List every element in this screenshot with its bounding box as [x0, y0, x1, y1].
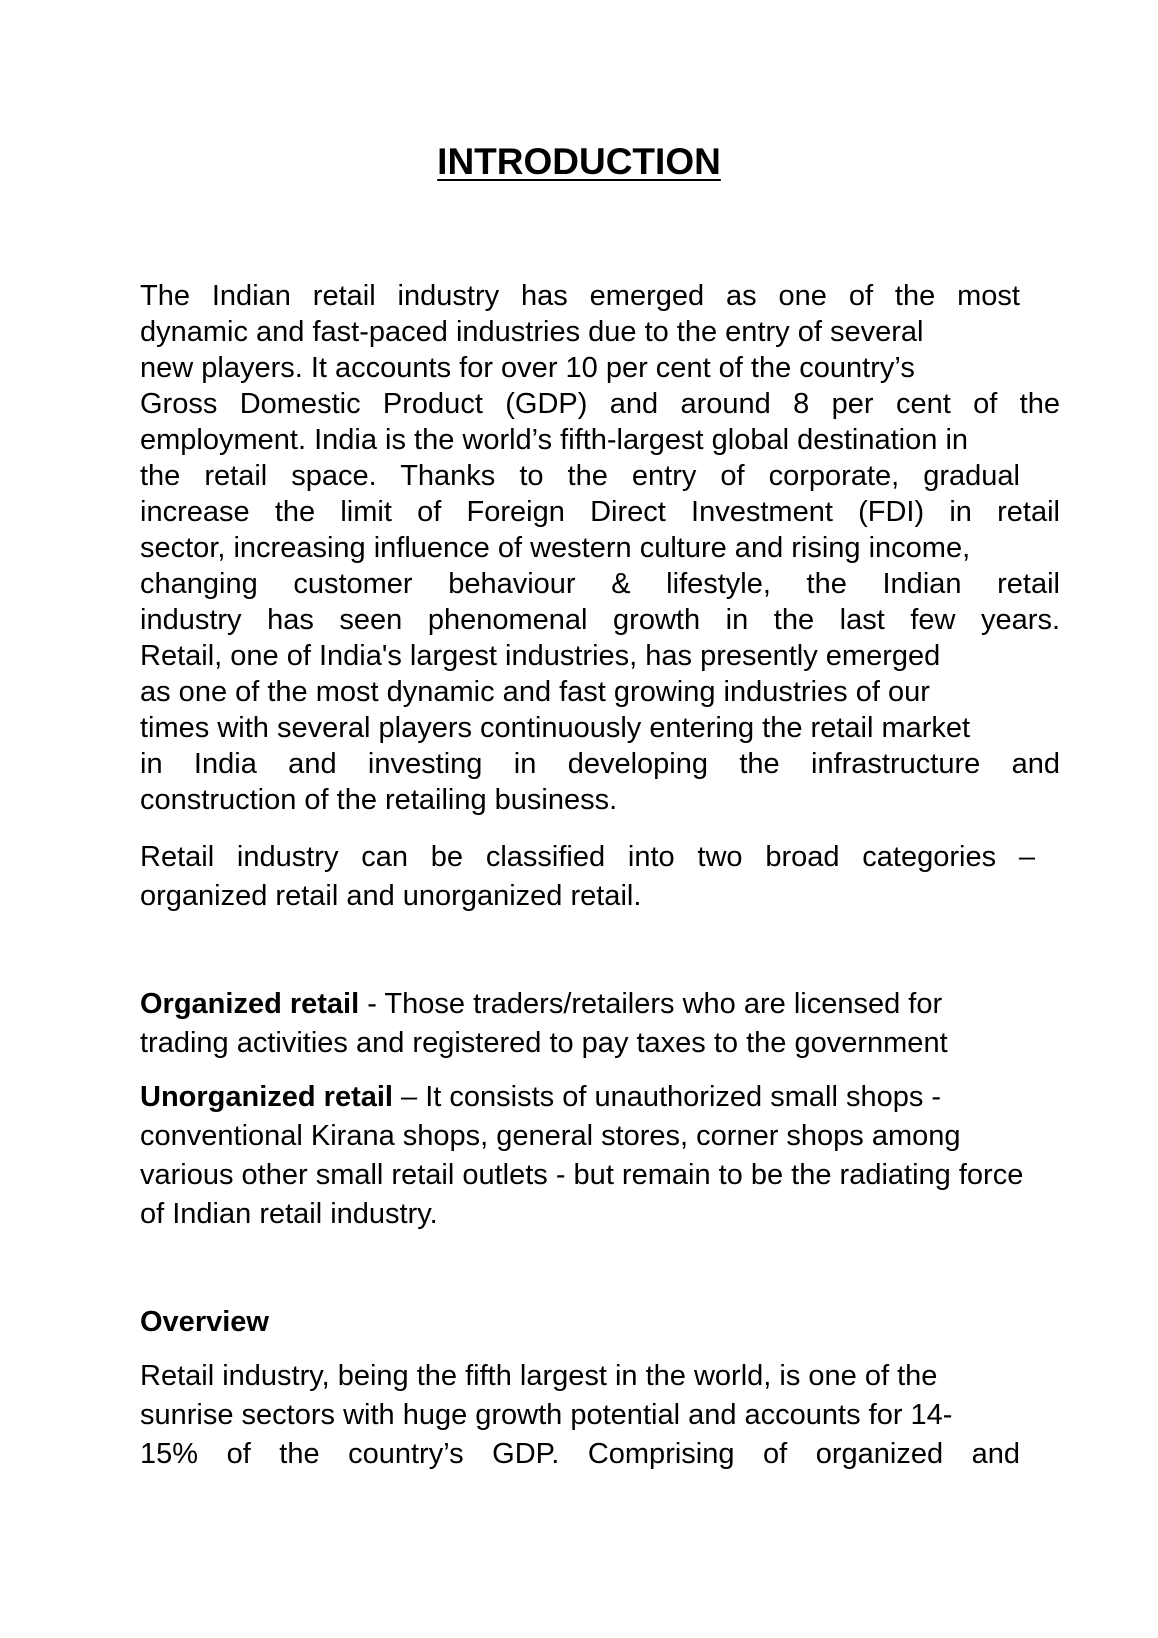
unorganized-retail-term: Unorganized retail: [140, 1081, 393, 1113]
intro-line: industry has seen phenomenal growth in the last few years.: [140, 604, 1060, 636]
organized-retail-text: - Those traders/retailers who are licensed for trading activities and registered to pay taxes to the government: [140, 988, 948, 1059]
classification-paragraph: [140, 838, 1035, 916]
classification-line: organized retail and unorganized retail.: [140, 880, 642, 912]
intro-line: dynamic and fast-paced industries due to the entry of several: [140, 316, 924, 348]
overview-heading: Overview: [140, 1306, 269, 1338]
overview-line: sunrise sectors with huge growth potential and accounts for 14-: [140, 1399, 953, 1431]
intro-line: the retail space. Thanks to the entry of corporate, gradual: [140, 460, 1020, 492]
intro-line: employment. India is the world’s fifth-largest global destination in: [140, 424, 969, 456]
intro-line: in India and investing in developing the infrastructure and: [140, 748, 1060, 780]
intro-line: The Indian retail industry has emerged as one of the most: [140, 280, 1020, 312]
organized-retail-term: Organized retail: [140, 988, 360, 1020]
intro-line: times with several players continuously entering the retail market: [140, 712, 971, 744]
intro-paragraph: [140, 278, 1060, 818]
organized-retail-definition: [140, 985, 1035, 1063]
intro-line: Gross Domestic Product (GDP) and around 8 per cent of the: [140, 388, 1060, 420]
overview-line: 15% of the country’s GDP. Comprising of organized and: [140, 1438, 1020, 1470]
page-title-text: INTRODUCTION: [437, 141, 721, 182]
intro-line: increase the limit of Foreign Direct Investment (FDI) in retail: [140, 496, 1060, 528]
intro-line: Retail, one of India's largest industries, has presently emerged: [140, 640, 941, 672]
overview-line: Retail industry, being the fifth largest in the world, is one of the: [140, 1360, 938, 1392]
classification-line: Retail industry can be classified into two broad categories –: [140, 841, 1035, 873]
page-title: [0, 140, 1158, 184]
unorganized-retail-text: – It consists of unauthorized small shops - conventional Kirana shops, general stores, corner shops among various other small retail outlets - but remain to be the radiating force of Indian retail industry.: [140, 1081, 1024, 1230]
unorganized-retail-definition: [140, 1078, 1035, 1234]
intro-line: sector, increasing influence of western culture and rising income,: [140, 532, 971, 564]
intro-line: construction of the retailing business.: [140, 784, 618, 816]
intro-line: as one of the most dynamic and fast growing industries of our: [140, 676, 930, 708]
overview-paragraph: [140, 1357, 1020, 1474]
intro-line: new players. It accounts for over 10 per cent of the country’s: [140, 352, 915, 384]
intro-line: changing customer behaviour & lifestyle, the Indian retail: [140, 568, 1060, 600]
